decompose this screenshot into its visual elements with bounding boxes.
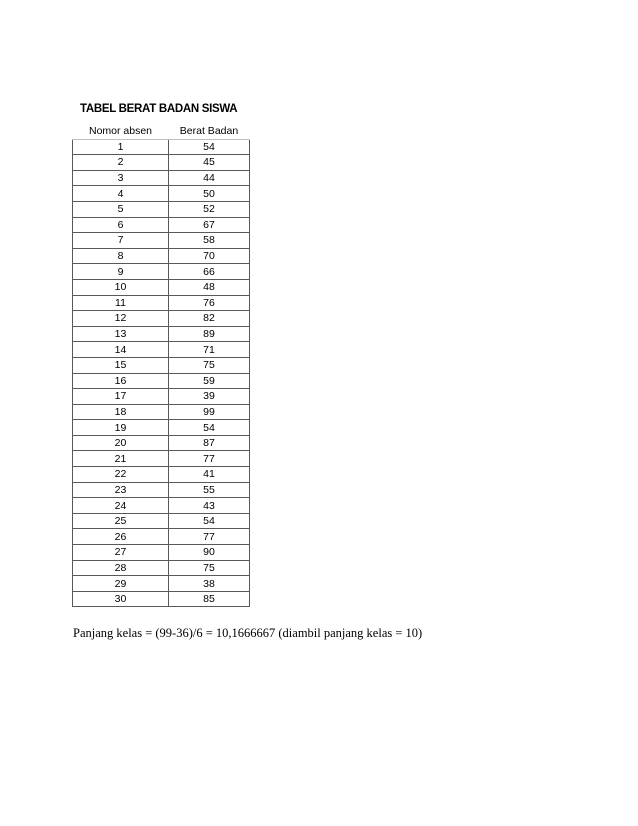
table-row	[73, 560, 250, 576]
cell-berat-badan: 67	[169, 217, 250, 233]
table-row	[73, 482, 250, 498]
table-title: TABEL BERAT BADAN SISWA	[80, 103, 238, 115]
cell-nomor-absen: 28	[73, 560, 169, 576]
cell-nomor-absen: 7	[73, 233, 169, 249]
cell-nomor-absen: 30	[73, 591, 169, 607]
table-row	[73, 467, 250, 483]
table-row	[73, 326, 250, 342]
table-body	[73, 139, 250, 607]
cell-nomor-absen: 21	[73, 451, 169, 467]
cell-nomor-absen: 29	[73, 576, 169, 592]
cell-nomor-absen: 11	[73, 295, 169, 311]
table-row	[73, 404, 250, 420]
cell-nomor-absen: 17	[73, 389, 169, 405]
cell-nomor-absen: 4	[73, 186, 169, 202]
cell-berat-badan: 75	[169, 560, 250, 576]
cell-nomor-absen: 14	[73, 342, 169, 358]
cell-nomor-absen: 24	[73, 498, 169, 514]
table-row	[73, 389, 250, 405]
cell-berat-badan: 55	[169, 482, 250, 498]
cell-nomor-absen: 25	[73, 513, 169, 529]
cell-berat-badan: 48	[169, 279, 250, 295]
header-berat-badan: Berat Badan	[169, 124, 250, 139]
cell-berat-badan: 41	[169, 467, 250, 483]
table-row	[73, 155, 250, 171]
class-length-note: Panjang kelas = (99-36)/6 = 10,1666667 (diambil panjang kelas = 10)	[73, 626, 423, 640]
cell-berat-badan: 50	[169, 186, 250, 202]
table-row	[73, 264, 250, 280]
table-row	[73, 201, 250, 217]
cell-berat-badan: 89	[169, 326, 250, 342]
cell-nomor-absen: 19	[73, 420, 169, 436]
table-row	[73, 513, 250, 529]
cell-berat-badan: 85	[169, 591, 250, 607]
weight-table	[72, 124, 250, 607]
table-row	[73, 529, 250, 545]
cell-berat-badan: 59	[169, 373, 250, 389]
cell-berat-badan: 77	[169, 451, 250, 467]
cell-nomor-absen: 3	[73, 170, 169, 186]
cell-berat-badan: 58	[169, 233, 250, 249]
cell-berat-badan: 71	[169, 342, 250, 358]
cell-nomor-absen: 10	[73, 279, 169, 295]
cell-berat-badan: 44	[169, 170, 250, 186]
cell-berat-badan: 38	[169, 576, 250, 592]
cell-berat-badan: 39	[169, 389, 250, 405]
cell-nomor-absen: 27	[73, 545, 169, 561]
cell-berat-badan: 76	[169, 295, 250, 311]
cell-nomor-absen: 13	[73, 326, 169, 342]
table-row	[73, 576, 250, 592]
cell-nomor-absen: 26	[73, 529, 169, 545]
cell-berat-badan: 43	[169, 498, 250, 514]
cell-berat-badan: 75	[169, 357, 250, 373]
table-row	[73, 311, 250, 327]
table-row	[73, 451, 250, 467]
cell-berat-badan: 90	[169, 545, 250, 561]
cell-berat-badan: 70	[169, 248, 250, 264]
table-row	[73, 498, 250, 514]
table-row	[73, 435, 250, 451]
header-nomor-absen: Nomor absen	[73, 124, 169, 139]
table-row	[73, 342, 250, 358]
table-row	[73, 233, 250, 249]
cell-berat-badan: 54	[169, 139, 250, 155]
cell-berat-badan: 66	[169, 264, 250, 280]
table-row	[73, 420, 250, 436]
table-row	[73, 545, 250, 561]
cell-berat-badan: 52	[169, 201, 250, 217]
cell-berat-badan: 54	[169, 513, 250, 529]
table-row	[73, 279, 250, 295]
cell-nomor-absen: 1	[73, 139, 169, 155]
table-row	[73, 357, 250, 373]
table-row	[73, 591, 250, 607]
cell-berat-badan: 82	[169, 311, 250, 327]
cell-berat-badan: 99	[169, 404, 250, 420]
table-row	[73, 139, 250, 155]
cell-nomor-absen: 5	[73, 201, 169, 217]
table-row	[73, 186, 250, 202]
table-row	[73, 295, 250, 311]
cell-nomor-absen: 15	[73, 357, 169, 373]
cell-nomor-absen: 2	[73, 155, 169, 171]
cell-berat-badan: 54	[169, 420, 250, 436]
cell-berat-badan: 87	[169, 435, 250, 451]
cell-nomor-absen: 23	[73, 482, 169, 498]
cell-berat-badan: 45	[169, 155, 250, 171]
cell-nomor-absen: 22	[73, 467, 169, 483]
cell-nomor-absen: 12	[73, 311, 169, 327]
table-row	[73, 248, 250, 264]
cell-nomor-absen: 20	[73, 435, 169, 451]
cell-nomor-absen: 9	[73, 264, 169, 280]
cell-berat-badan: 77	[169, 529, 250, 545]
cell-nomor-absen: 6	[73, 217, 169, 233]
cell-nomor-absen: 8	[73, 248, 169, 264]
table-row	[73, 170, 250, 186]
table-row	[73, 373, 250, 389]
table-row	[73, 217, 250, 233]
table-header-row	[73, 124, 250, 139]
cell-nomor-absen: 16	[73, 373, 169, 389]
cell-nomor-absen: 18	[73, 404, 169, 420]
